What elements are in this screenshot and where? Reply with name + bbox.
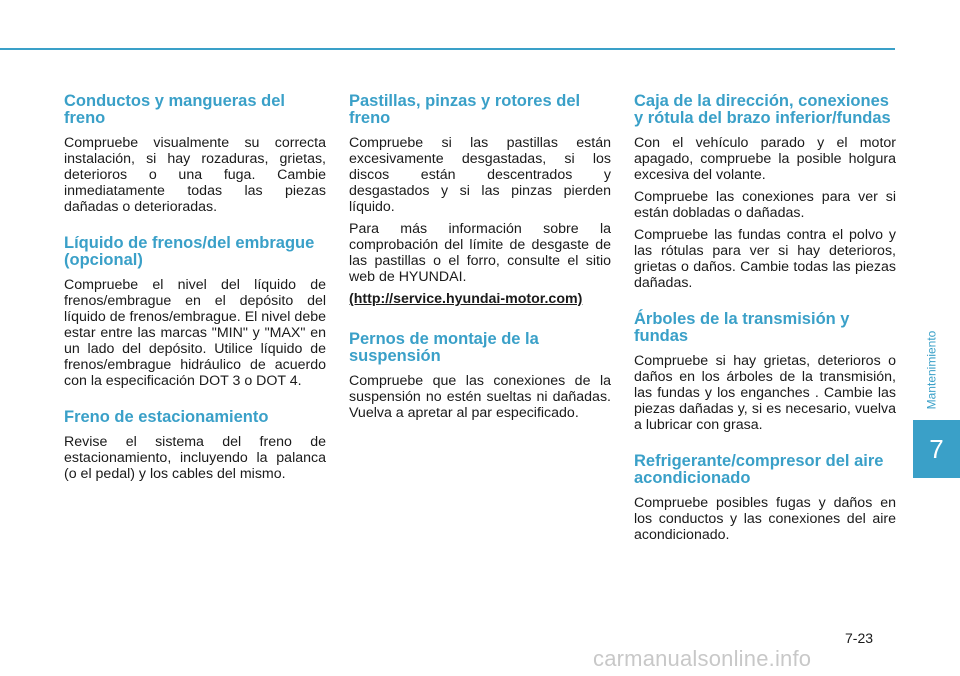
section-paragraph: Compruebe si las pastillas están excesivamente desgastadas, si los discos están descentrados y desgastados y si las pinzas pierden líquido. <box>349 135 611 215</box>
section-title: Pernos de montaje de la suspensión <box>349 330 539 365</box>
service-website-link[interactable]: (http://service.hyundai-motor.com) <box>349 291 583 307</box>
column-1 <box>64 93 326 502</box>
section-paragraph: Con el vehículo parado y el motor apagado, compruebe la posible holgura excesiva del volante. <box>634 135 896 183</box>
section-paragraph: Para más información sobre la comprobación del límite de desgaste de las pastillas o el forro, consulte el sitio web de HYUNDAI. <box>349 221 611 285</box>
header-rule <box>0 48 895 50</box>
chapter-side-label <box>921 320 941 420</box>
section-title: Líquido de frenos/del embrague (opcional) <box>64 234 315 269</box>
chapter-tab <box>913 420 960 478</box>
section-paragraph: Compruebe posibles fugas y daños en los conductos y las conexiones del aire acondicionado. <box>634 495 896 543</box>
section-brake-lines <box>64 93 326 215</box>
section-title: Pastillas, pinzas y rotores del freno <box>349 92 581 127</box>
section-paragraph: Compruebe el nivel del líquido de frenos/embrague en el depósito del líquido de frenos/embrague. El nivel debe estar entre las marcas "MIN" y "MAX" en un lado del depósito. Utilice líquido de frenos/embrague hidráulico de acuerdo con la especificación DOT 3 o DOT 4. <box>64 277 326 389</box>
section-brake-fluid <box>64 235 326 389</box>
section-steering <box>634 93 896 291</box>
section-brake-pads <box>349 93 611 307</box>
section-paragraph: Compruebe las conexiones para ver si están dobladas o dañadas. <box>634 189 896 221</box>
section-paragraph: Compruebe que las conexiones de la suspensión no estén sueltas ni dañadas. Vuelva a apretar al par especificado. <box>349 373 611 421</box>
section-drive-shafts <box>634 311 896 433</box>
chapter-number: 7 <box>929 433 944 464</box>
section-title: Caja de la dirección, conexiones y rótula del brazo inferior/fundas <box>634 92 891 127</box>
column-2 <box>349 93 611 441</box>
chapter-title: Mantenimiento <box>924 330 938 410</box>
column-3 <box>634 93 896 563</box>
section-paragraph: Compruebe si hay grietas, deterioros o daños en los árboles de la transmisión, las fundas y los enganches . Cambie las piezas dañadas y, si es necesario, vuelva a lubricar con grasa. <box>634 353 896 433</box>
section-suspension-bolts <box>349 331 611 421</box>
section-title: Refrigerante/compresor del aire acondicionado <box>634 452 884 487</box>
section-ac-refrigerant <box>634 453 896 543</box>
page-number: 7-23 <box>845 630 874 646</box>
section-title: Conductos y mangueras del freno <box>64 92 285 127</box>
section-paragraph: Revise el sistema del freno de estacionamiento, incluyendo la palanca (o el pedal) y los cables del mismo. <box>64 434 326 482</box>
section-paragraph: Compruebe visualmente su correcta instalación, si hay rozaduras, grietas, deterioros o una fuga. Cambie inmediatamente todas las piezas dañadas o deterioradas. <box>64 135 326 215</box>
section-paragraph: Compruebe las fundas contra el polvo y las rótulas para ver si hay deterioros, grietas o daños. Cambie todas las piezas dañadas. <box>634 227 896 291</box>
section-title: Árboles de la transmisión y fundas <box>634 310 850 345</box>
section-parking-brake <box>64 409 326 482</box>
watermark-text: carmanualsonline.info <box>593 646 812 671</box>
section-title: Freno de estacionamiento <box>64 408 269 426</box>
